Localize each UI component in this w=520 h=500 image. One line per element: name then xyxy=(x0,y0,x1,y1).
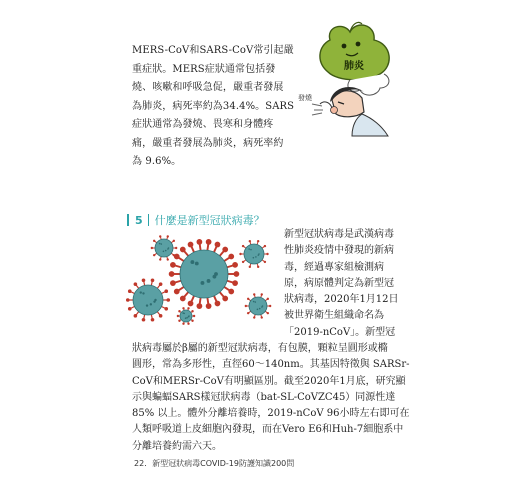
text-line: 被世界衛生組織命名為 xyxy=(284,310,384,322)
virus-particle-icon xyxy=(177,307,196,325)
text-line: 狀病毒屬於β屬的新型冠狀病毒，有包膜，顆粒呈圓形或橢 xyxy=(132,343,388,354)
mers-sars-paragraph xyxy=(132,42,297,172)
section-heading xyxy=(127,212,265,228)
text-line: 燒、咳嗽和呼吸急促，嚴重者發展 xyxy=(132,82,284,93)
coronavirus-illustration xyxy=(126,232,278,326)
text-line: 85% 以上。體外分離培養時，2019-nCoV 96小時左右即可在 xyxy=(132,408,410,420)
section-title: 什麼是新型冠狀病毒？ xyxy=(154,214,265,227)
text-line: CoV和MERSr-CoV有明顯區別。截至2020年1月底，研究顯 xyxy=(132,375,406,387)
book-title: 新型冠狀病毒COVID-19防護知識200問 xyxy=(152,459,295,468)
virus-particle-icon xyxy=(126,278,170,321)
fever-caption: 發燒 xyxy=(298,94,312,102)
text-line: 狀病毒，2020年1月12日 xyxy=(284,294,399,306)
heading-separator xyxy=(148,214,149,226)
sick-person-illustration xyxy=(292,18,402,138)
text-line: 人類呼吸道上皮細胞內發現，而在Vero E6和Huh-7細胞系中 xyxy=(132,424,404,436)
text-line: 症狀通常為發燒、畏寒和身體疼 xyxy=(132,119,274,130)
novel-coronavirus-intro xyxy=(284,227,399,341)
virus-particle-icon xyxy=(151,235,178,261)
text-line: 性肺炎疫情中發現的新病 xyxy=(284,245,394,257)
text-line: 示與蝙蝠SARS樣冠狀病毒（bat-SL-CoVZC45）同源性達 xyxy=(132,391,396,403)
virus-particle-icon xyxy=(245,293,272,319)
footer-separator: ． xyxy=(144,459,153,468)
text-line: MERS-CoV和SARS-CoV常引起嚴 xyxy=(132,45,294,56)
pneumonia-label: 肺炎 xyxy=(344,61,364,72)
virus-particle-icon xyxy=(169,239,240,309)
text-line: 新型冠狀病毒是武漢病毒 xyxy=(284,229,394,240)
page-footer xyxy=(134,458,294,469)
text-line: 原，病原體判定為新型冠 xyxy=(284,277,394,289)
section-number: 5 xyxy=(135,213,143,227)
text-line: 圓形，常為多形性，直徑60～140nm。其基因特徵與 SARSr- xyxy=(132,359,410,371)
text-line: 痛，嚴重者發展為肺炎，病死率約 xyxy=(132,137,284,149)
text-line: 毒，經過專家組檢測病 xyxy=(284,261,384,273)
text-line: 「2019-nCoV」。新型冠 xyxy=(284,326,396,338)
page-number: 22 xyxy=(134,459,145,468)
text-line: 為 9.6%。 xyxy=(132,156,182,167)
virus-particle-icon xyxy=(239,240,268,268)
novel-coronavirus-details xyxy=(132,341,410,455)
text-line: 分離培養約需六天。 xyxy=(132,440,222,452)
text-line: 為肺炎，病死率約為34.4%。SARS xyxy=(132,100,295,112)
text-line: 重症狀。MERS症狀通常包括發 xyxy=(132,63,276,75)
heading-bar-icon xyxy=(127,214,129,226)
